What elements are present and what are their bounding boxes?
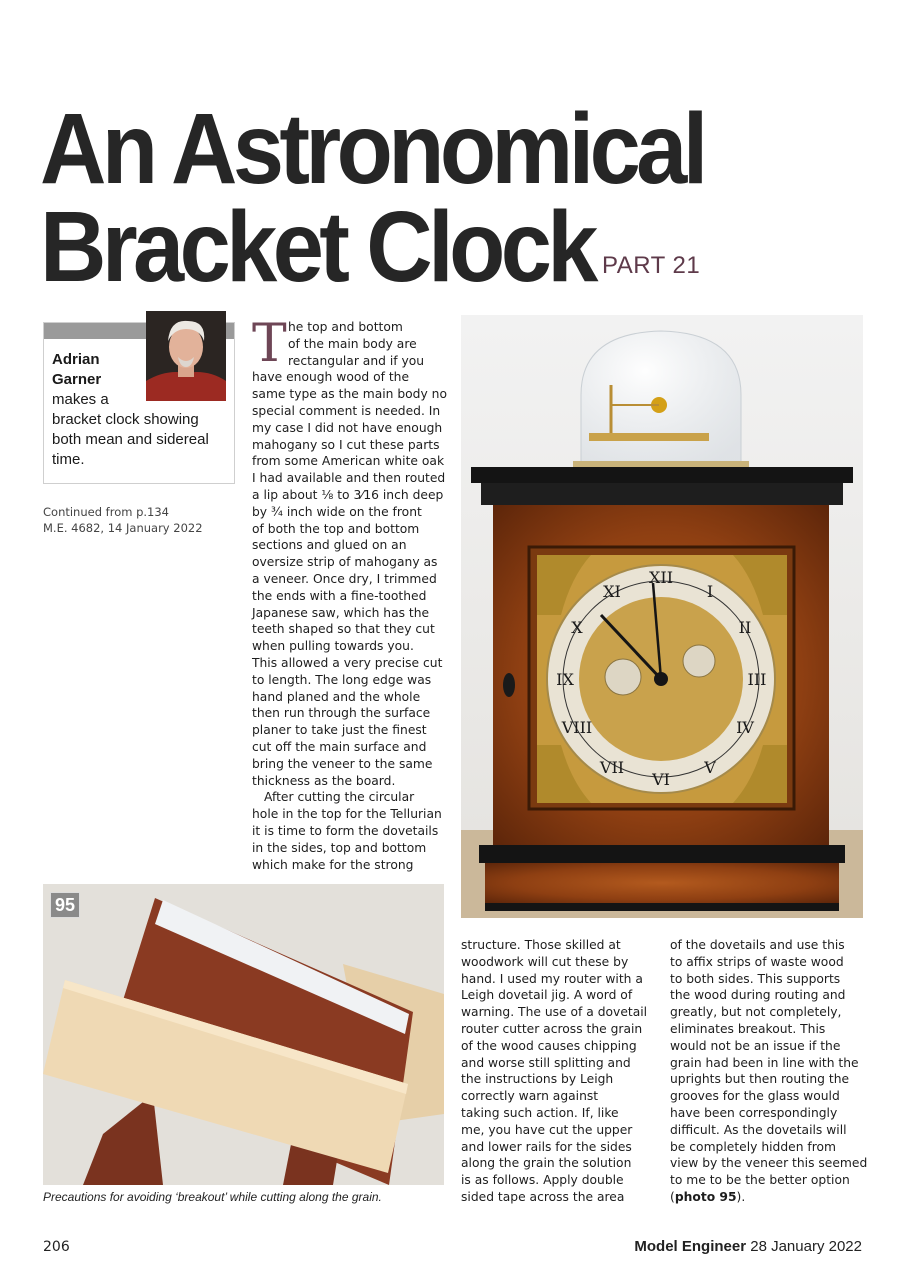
body-text-line: hand planed and the whole — [252, 689, 421, 704]
svg-text:IV: IV — [736, 718, 754, 737]
headline-line-1: An Astronomical — [40, 93, 704, 205]
body-text-line: view by the veneer this seemed — [670, 1156, 868, 1171]
svg-text:I: I — [706, 582, 714, 601]
body-text-line: eliminates breakout. This — [670, 1021, 826, 1036]
svg-text:VIII: VIII — [561, 718, 593, 737]
body-text-line: of the main body are — [288, 336, 417, 351]
body-text-line: (photo 95). — [670, 1189, 746, 1204]
headline-line-2: Bracket Clock — [40, 191, 594, 303]
body-text-line: bring the veneer to the same — [252, 756, 433, 771]
body-text-line: sections and glued on an — [252, 538, 407, 553]
body-text-line: of the wood causes chipping — [461, 1038, 637, 1053]
author-description-line: time. — [52, 451, 85, 468]
author-box — [43, 322, 235, 484]
body-text-line: of the dovetails and use this — [670, 938, 845, 952]
body-text-line: and lower rails for the sides — [461, 1139, 632, 1154]
body-text-line: is as follows. Apply double — [461, 1173, 624, 1188]
body-text-line: be completely hidden from — [670, 1139, 837, 1154]
photo-number-badge: 95 — [50, 892, 80, 918]
body-text-line: a veneer. Once dry, I trimmed — [252, 571, 437, 586]
body-text-line: from some American white oak — [252, 454, 445, 469]
clock-photo — [461, 315, 863, 918]
body-text-line: teeth shaped so that they cut — [252, 622, 435, 637]
body-text-line: of both the top and bottom — [252, 521, 420, 536]
body-text-line: greatly, but not completely, — [670, 1005, 842, 1020]
photo-caption: Precautions for avoiding ‘breakout’ while cutting along the grain. — [43, 1190, 382, 1204]
body-text-line: rectangular and if you — [288, 353, 425, 368]
body-text-line: he top and bottom — [288, 320, 403, 334]
body-text-line: same type as the main body no — [252, 387, 447, 402]
body-column-3 — [670, 937, 867, 1206]
svg-text:VII: VII — [599, 758, 625, 777]
author-description-line: makes a — [52, 391, 109, 408]
body-text-line: when pulling towards you. — [252, 639, 414, 654]
body-text-line: by ¾ inch wide on the front — [252, 504, 422, 519]
body-text-line: router cutter across the grain — [461, 1021, 643, 1036]
previous-issue: M.E. 4682, 14 January 2022 — [43, 521, 203, 535]
body-text-line: hole in the top for the Tellurian — [252, 807, 442, 822]
body-text-line: correctly warn against — [461, 1089, 599, 1104]
body-text-line: grooves for the glass would — [670, 1089, 840, 1104]
svg-text:VI: VI — [652, 770, 670, 789]
svg-text:XII: XII — [648, 568, 674, 587]
body-text-line: This allowed a very precise cut — [252, 655, 443, 670]
body-text-line: warning. The use of a dovetail — [461, 1005, 648, 1020]
author-description-line: both mean and sidereal — [52, 431, 209, 448]
body-text-line: a lip about ⅛ to 3⁄16 inch deep — [252, 487, 444, 502]
body-text-line: woodwork will cut these by — [461, 954, 629, 969]
body-text-line: me, you have cut the upper — [461, 1122, 633, 1137]
body-text-line: planer to take just the finest — [252, 723, 427, 738]
author-name-line: Adrian — [52, 351, 100, 368]
author-name-line: Garner — [52, 371, 102, 388]
magazine-name: Model Engineer — [634, 1238, 747, 1255]
svg-text:V: V — [704, 758, 716, 777]
continued-note — [43, 504, 203, 536]
page-number: 206 — [43, 1239, 70, 1255]
body-column-1 — [252, 314, 447, 873]
svg-text:III: III — [747, 670, 767, 689]
svg-text:XI: XI — [603, 582, 621, 601]
continued-from: Continued from p.134 — [43, 505, 169, 519]
body-column-2 — [461, 937, 647, 1206]
body-text-line: in the sides, top and bottom — [252, 840, 427, 855]
body-text-line: taking such action. If, like — [461, 1105, 619, 1120]
body-text-line: grain had been in line with the — [670, 1055, 859, 1070]
body-text-line: the ends with a fine-toothed — [252, 588, 427, 603]
body-text-line: to me to be the better option — [670, 1173, 850, 1188]
body-text-line: to length. The long edge was — [252, 672, 432, 687]
body-text-line: sided tape across the area — [461, 1189, 625, 1204]
body-text-line: structure. Those skilled at — [461, 938, 621, 952]
part-label: PART 21 — [602, 252, 701, 279]
svg-text:II: II — [738, 618, 752, 637]
body-text-line: have enough wood of the — [252, 370, 410, 385]
body-text-line: Japanese saw, which has the — [252, 605, 430, 620]
body-text-line: along the grain the solution — [461, 1156, 632, 1171]
body-text-line: and worse still splitting and — [461, 1055, 631, 1070]
body-text-line: would not be an issue if the — [670, 1038, 841, 1053]
body-text-line: After cutting the circular — [264, 790, 415, 805]
body-text-line: then run through the surface — [252, 706, 431, 721]
body-text-line: to both sides. This supports — [670, 971, 841, 986]
body-text-line: difficult. As the dovetails will — [670, 1122, 847, 1137]
body-text-line: the wood during routing and — [670, 988, 846, 1003]
author-description — [52, 390, 232, 470]
author-description-line: bracket clock showing — [52, 411, 199, 428]
body-text-line: cut off the main surface and — [252, 739, 427, 754]
body-text-line: uprights but then routing the — [670, 1072, 850, 1087]
body-text-line: my case I did not have enough — [252, 420, 443, 435]
body-text-line: to affix strips of waste wood — [670, 954, 844, 969]
body-text-line: Leigh dovetail jig. A word of — [461, 988, 633, 1003]
author-photo — [146, 311, 226, 401]
svg-text:IX: IX — [556, 670, 574, 689]
drop-cap: T — [252, 314, 287, 374]
body-text-line: which make for the strong — [252, 857, 414, 872]
body-text-line: thickness as the board. — [252, 773, 396, 788]
body-text-line: have been correspondingly — [670, 1105, 838, 1120]
body-text-line: mahogany so I cut these parts — [252, 437, 440, 452]
photo-reference: photo 95 — [674, 1189, 737, 1204]
body-text-line: the instructions by Leigh — [461, 1072, 614, 1087]
body-text-line: oversize strip of mahogany as — [252, 555, 438, 570]
body-text-line: it is time to form the dovetails — [252, 823, 439, 838]
body-text-line: I had available and then routed — [252, 471, 446, 486]
svg-text:X: X — [571, 618, 583, 637]
body-text-line: special comment is needed. In — [252, 403, 441, 418]
footer-masthead — [634, 1238, 862, 1255]
author-name — [52, 350, 142, 390]
body-text-line: hand. I used my router with a — [461, 971, 643, 986]
issue-date: 28 January 2022 — [750, 1238, 862, 1255]
photo-95 — [43, 884, 444, 1185]
